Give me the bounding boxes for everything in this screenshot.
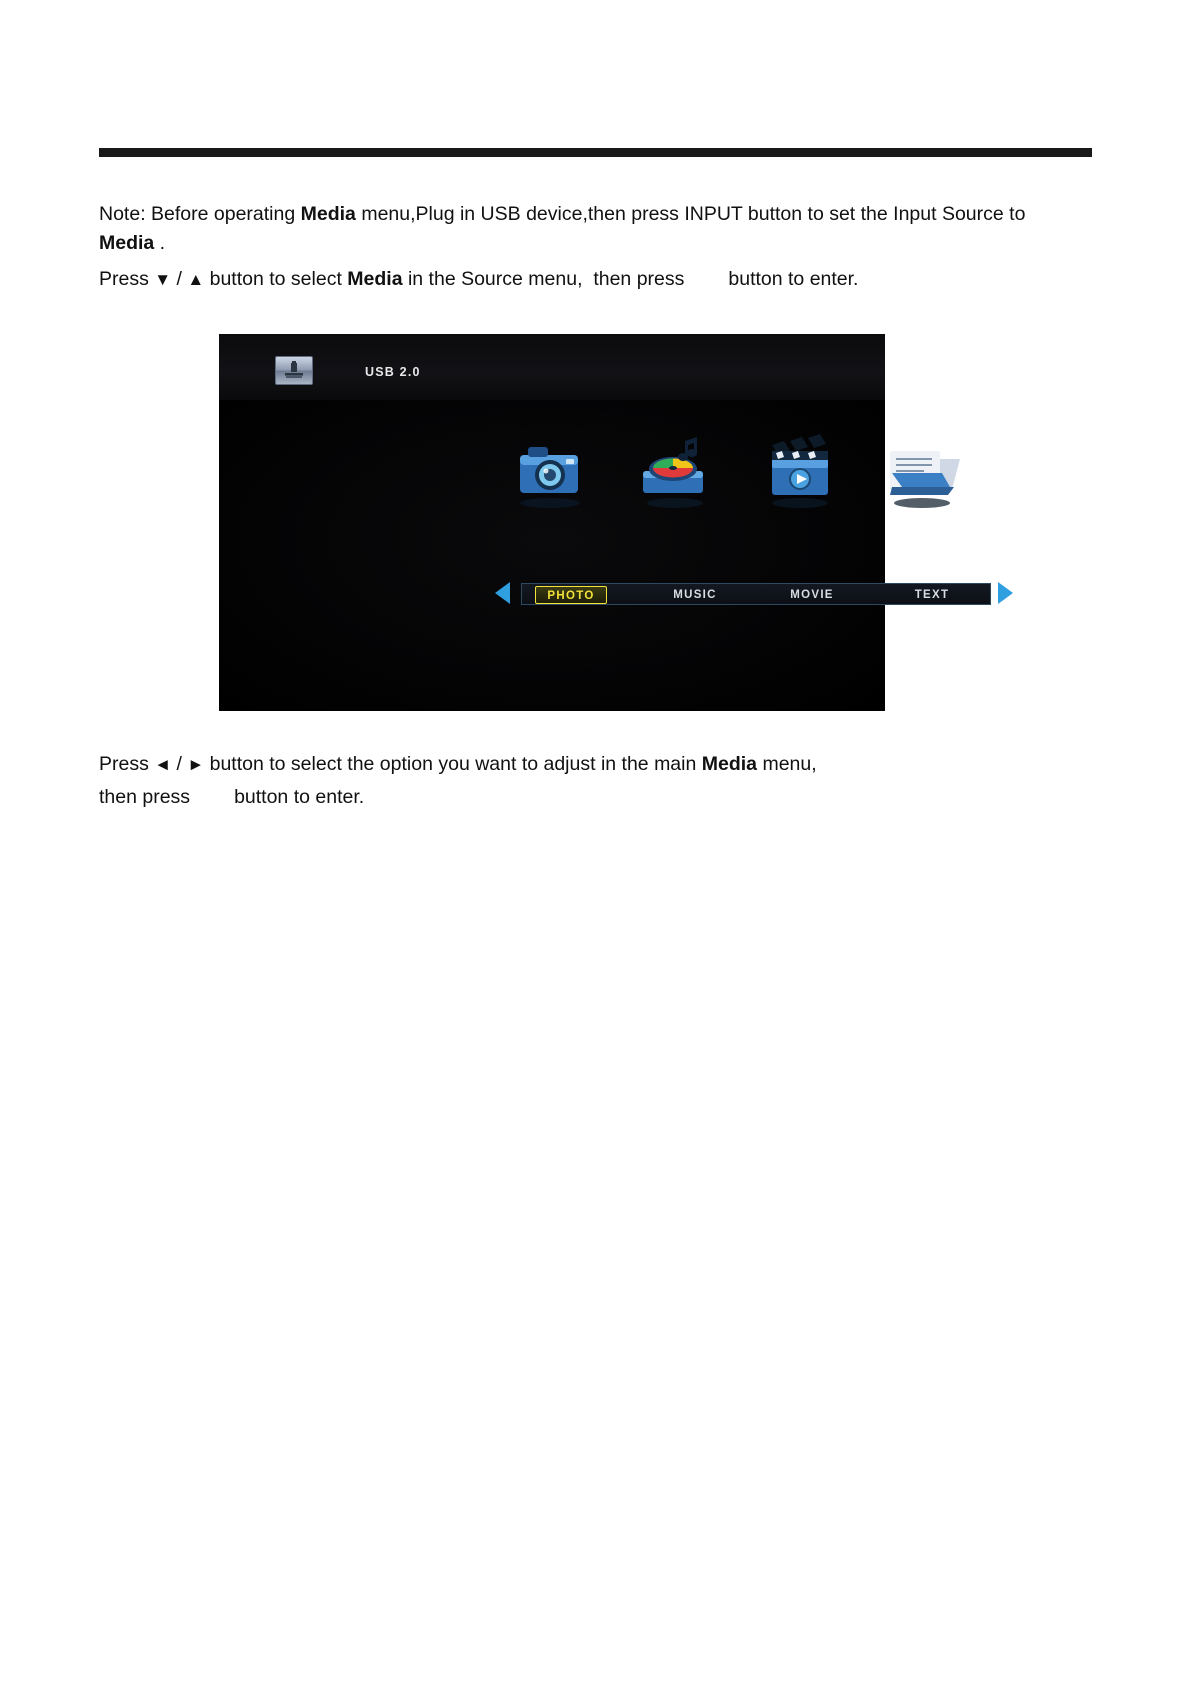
arrow-down-icon: ▼ xyxy=(154,270,172,289)
note-line-1 xyxy=(99,200,1099,229)
note-line-1-post: menu,Plug in USB device,then press INPUT button to set the Input Source to xyxy=(355,203,1026,225)
press-line-slash: / xyxy=(171,268,188,290)
note-line-2-bold: Media xyxy=(99,232,155,254)
bottom-line-1-post: menu, xyxy=(757,753,817,775)
press-line xyxy=(99,265,1099,294)
bottom-line-1 xyxy=(99,748,1099,781)
arrow-left-glyph-icon: ◄ xyxy=(154,755,172,774)
clapperboard-play-icon[interactable] xyxy=(754,429,846,511)
media-menu-bar xyxy=(521,583,991,605)
press-line-mid: button to select xyxy=(204,268,348,290)
turntable-icon[interactable] xyxy=(629,429,721,511)
usb-label: USB 2.0 xyxy=(365,365,421,379)
bottom-line-1-pre: Press xyxy=(99,753,155,775)
bottom-line-2-pre: then press xyxy=(99,786,191,808)
bottom-line-1-mid: button to select the option you want to adjust in the main xyxy=(204,753,702,775)
bottom-line-2-end: button to enter. xyxy=(234,786,365,808)
usb-device-icon xyxy=(275,356,313,385)
note-line-1-bold: Media xyxy=(300,203,356,225)
menu-item-text[interactable]: TEXT xyxy=(914,589,950,601)
press-line-end: button to enter. xyxy=(728,268,859,290)
instruction-paragraph xyxy=(99,748,1099,814)
tv-top-bar xyxy=(219,334,885,401)
press-line-mid2: in the Source menu, then press xyxy=(402,268,685,290)
note-line-2 xyxy=(99,229,1099,258)
bottom-line-1-slash: / xyxy=(171,753,188,775)
menu-item-photo[interactable]: PHOTO xyxy=(535,586,607,604)
press-line-pre: Press xyxy=(99,268,155,290)
arrow-right-icon[interactable] xyxy=(998,582,1013,604)
menu-item-music[interactable]: MUSIC xyxy=(673,589,717,601)
header-rule xyxy=(99,148,1092,157)
arrow-up-icon: ▲ xyxy=(187,270,205,289)
arrow-left-icon[interactable] xyxy=(495,582,510,604)
bottom-line-2 xyxy=(99,781,1099,814)
menu-item-movie[interactable]: MOVIE xyxy=(790,589,834,601)
note-line-1-pre: Note: Before operating xyxy=(99,203,301,225)
document-folder-icon[interactable] xyxy=(876,429,968,511)
media-icon-row xyxy=(219,429,885,519)
bottom-line-1-bold: Media xyxy=(701,753,758,775)
arrow-right-glyph-icon: ► xyxy=(187,755,205,774)
note-line-2-post: . xyxy=(154,232,166,254)
note-paragraph xyxy=(99,200,1099,294)
tv-media-menu-screenshot xyxy=(219,334,950,711)
press-line-bold: Media xyxy=(347,268,403,290)
camera-icon[interactable] xyxy=(504,429,596,511)
